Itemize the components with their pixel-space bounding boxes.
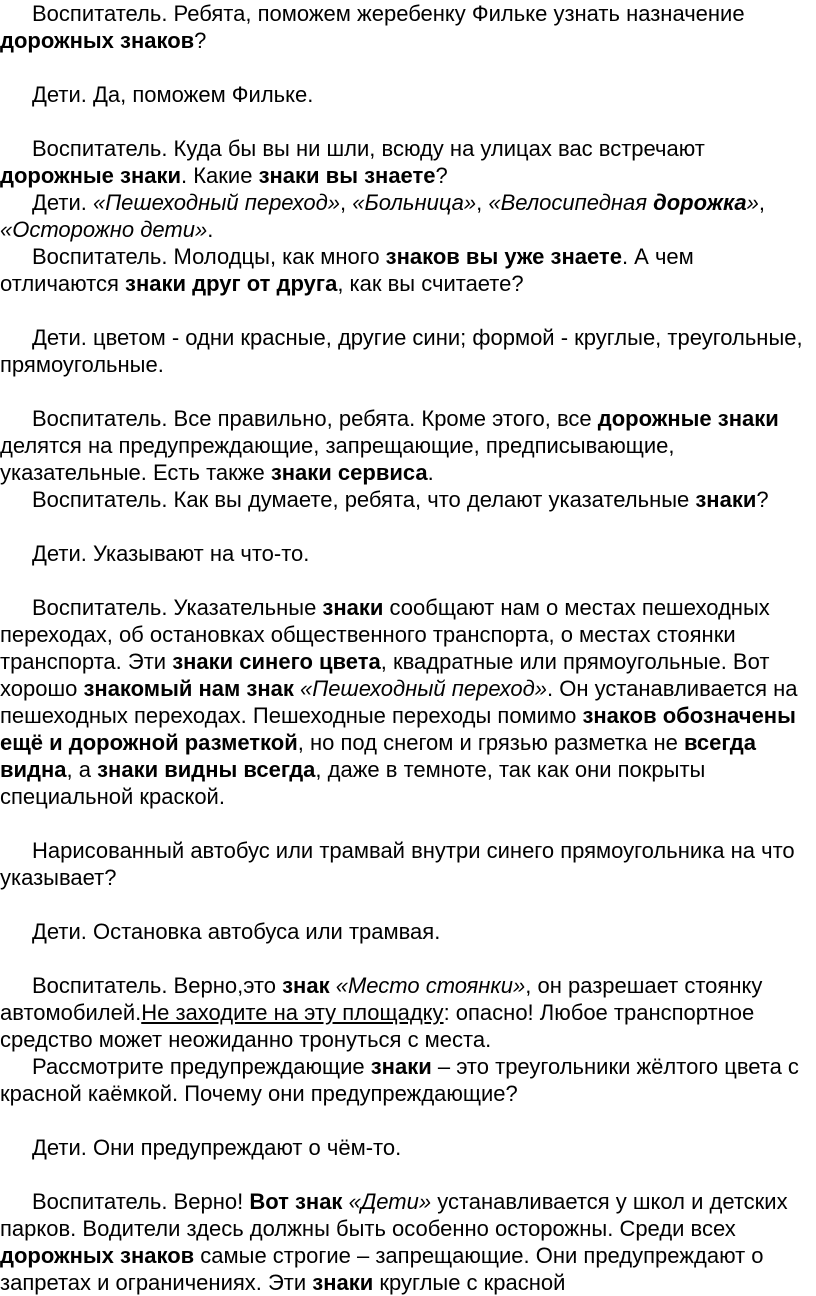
text-run: дорожных знаков (0, 1243, 195, 1268)
text-run: дорожные знаки (0, 163, 182, 188)
text-run: знаки (695, 487, 757, 512)
text-run: Воспитатель. Верно! (32, 1189, 250, 1214)
text-run: Не заходите на эту площадку (141, 1000, 444, 1025)
text-run: «Осторожно дети» (0, 217, 208, 242)
text-run: » (746, 190, 759, 215)
text-run: устанавливается у школ и детских парков. Водители здесь должны быть особенно осторожны. Среди всех (0, 1189, 788, 1241)
text-run: знаки (370, 1054, 432, 1079)
paragraph-16 (0, 1188, 810, 1296)
text-run: Дети. Остановка автобуса или трамвая. (32, 919, 441, 944)
text-run: знак (282, 973, 330, 998)
text-run: Дети. Они предупреждают о чём-то. (32, 1135, 402, 1160)
text-run: дорожных знаков (0, 28, 195, 53)
paragraph-11 (0, 837, 810, 891)
text-run: Воспитатель. Ребята, поможем жеребенку Фильке узнать назначение (32, 1, 745, 26)
text-run: «Велосипедная (488, 190, 654, 215)
text-run: «Пешеходный переход» (300, 676, 547, 701)
text-run: – это треугольники жёлтого цвета с красной каёмкой. Почему они предупреждающие? (0, 1054, 799, 1106)
text-run: , (339, 190, 353, 215)
text-run: Нарисованный автобус или трамвай внутри синего прямоугольника на что указывает? (0, 838, 795, 890)
text-run: «Дети» (348, 1189, 432, 1214)
text-run: . (207, 217, 214, 242)
paragraph-15 (0, 1134, 810, 1161)
text-run: . (427, 460, 434, 485)
text-run: Воспитатель. Куда бы вы ни шли, всюду на улицах вас встречают (32, 136, 705, 161)
text-run: «Место стоянки» (335, 973, 526, 998)
text-run: Вот знак (249, 1189, 343, 1214)
paragraph-14 (0, 1053, 810, 1107)
text-run: ? (756, 487, 769, 512)
text-run: знаки друг от друга (125, 271, 338, 296)
paragraph-2 (0, 81, 810, 108)
paragraph-13 (0, 972, 810, 1053)
text-run: Воспитатель. Все правильно, ребята. Кроме этого, все (32, 406, 598, 431)
text-run: круглые с красной (373, 1270, 566, 1295)
text-run: , но под снегом и грязью разметка не (297, 730, 684, 755)
text-run: дорожные знаки (597, 406, 779, 431)
paragraph-1 (0, 0, 810, 54)
text-run: всегда видна (0, 730, 756, 782)
text-run: Воспитатель. Как вы думаете, ребята, что делают указательные (32, 487, 696, 512)
paragraph-7 (0, 405, 810, 486)
text-run: «Пешеходный переход» (93, 190, 340, 215)
paragraph-8 (0, 486, 810, 513)
paragraph-12 (0, 918, 810, 945)
text-run: Дети. цветом - одни красные, другие сини; формой - круглые, треугольные, прямоугольные. (0, 325, 803, 377)
text-run: Дети. (32, 190, 93, 215)
paragraph-9 (0, 540, 810, 567)
text-run: знакомый нам знак (83, 676, 294, 701)
text-run: Воспитатель. Верно,это (32, 973, 283, 998)
text-run: ? (194, 28, 207, 53)
text-run: знаки синего цвета (172, 649, 381, 674)
text-run: знаки вы знаете (258, 163, 436, 188)
paragraph-4 (0, 189, 810, 243)
text-run: Воспитатель. Указательные (32, 595, 323, 620)
text-run: , даже в темноте, так как они покрыты специальной краской. (0, 757, 706, 809)
text-run: . Какие (181, 163, 259, 188)
text-run: , (476, 190, 489, 215)
text-run: Воспитатель. Молодцы, как много (32, 244, 386, 269)
text-run: Дети. Да, поможем Фильке. (32, 82, 314, 107)
text-run: Дети. Указывают на что-то. (32, 541, 310, 566)
text-run: ? (435, 163, 448, 188)
text-run: , как вы считаете? (337, 271, 524, 296)
paragraph-6 (0, 324, 810, 378)
text-run: , (758, 190, 765, 215)
text-run: , квадратные или прямоугольные. Вот хорошо (0, 649, 770, 701)
text-run: знаки видны всегда (97, 757, 316, 782)
text-run: , а (66, 757, 98, 782)
paragraph-3 (0, 135, 810, 189)
text-run: . Он устанавливается на пешеходных переходах. Пешеходные переходы помимо (0, 676, 798, 728)
paragraph-5 (0, 243, 810, 297)
text-run: «Больница» (352, 190, 477, 215)
text-run: сообщают нам о местах пешеходных переходах, об остановках общественного транспорта, о местах стоянки транспорта. Эти (0, 595, 770, 674)
text-run: самые строгие – запрещающие. Они предупреждают о запретах и ограничениях. Эти (0, 1243, 764, 1295)
text-run: дорожка (653, 190, 747, 215)
text-run: знаков обозначены ещё и дорожной разметкой (0, 703, 796, 755)
text-run: делятся на предупреждающие, запрещающие, предписывающие, указательные. Есть также (0, 433, 675, 485)
text-run: : опасно! Любое транспортное средство может неожиданно тронуться с места. (0, 1000, 755, 1052)
paragraph-10 (0, 594, 810, 810)
text-run: , он разрешает стоянку автомобилей. (0, 973, 763, 1025)
text-run: знаки сервиса (270, 460, 428, 485)
text-run: знаки (312, 1270, 374, 1295)
text-run: . А чем отличаются (0, 244, 694, 296)
text-run: знаков вы уже знаете (385, 244, 622, 269)
text-run: знаки (322, 595, 384, 620)
text-run: Рассмотрите предупреждающие (32, 1054, 371, 1079)
